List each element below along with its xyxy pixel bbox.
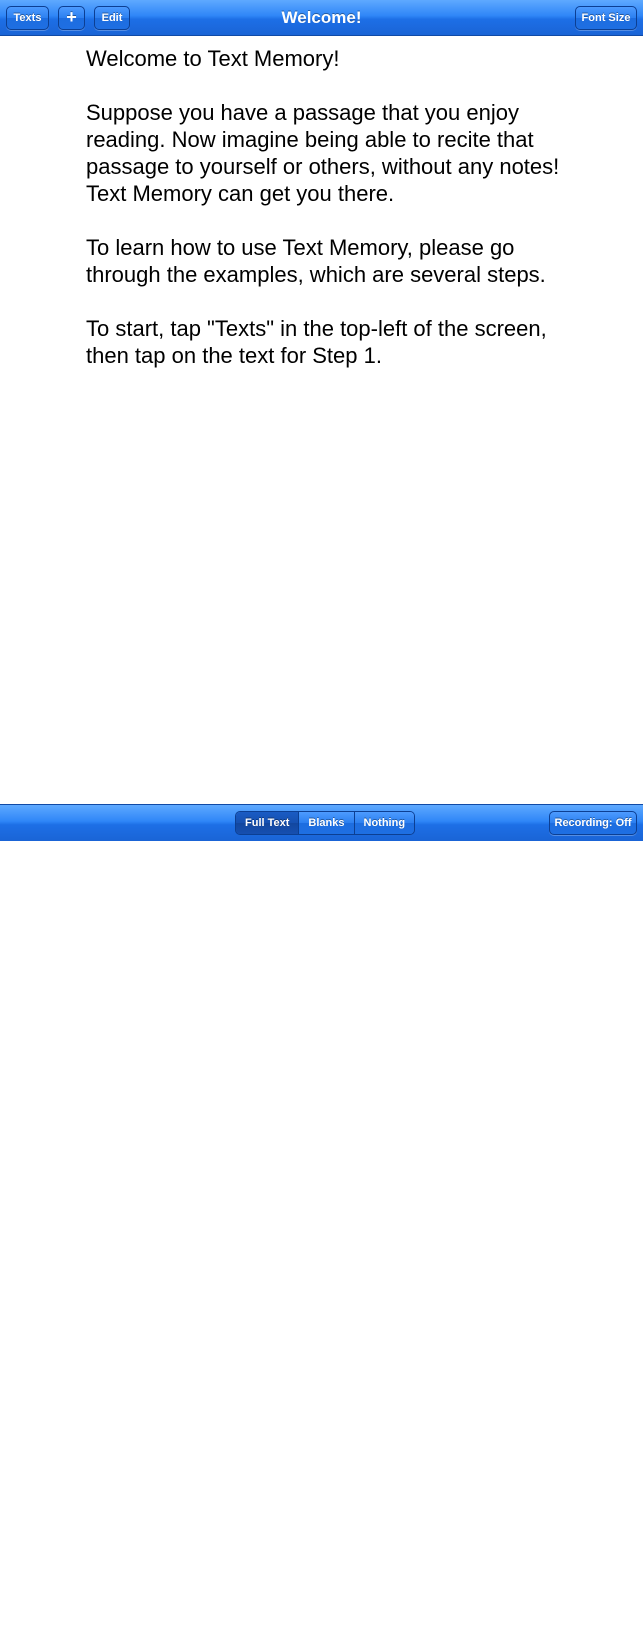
mode-blanks[interactable]: Blanks [298,812,353,834]
display-mode-segmented-control [235,811,415,835]
recording-toggle-button[interactable]: Recording: Off [549,811,637,835]
edit-button[interactable]: Edit [94,6,130,30]
page-title: Welcome! [281,8,362,27]
add-text-button[interactable]: + [58,6,85,30]
mode-nothing[interactable]: Nothing [354,812,415,834]
paragraph-intro: Suppose you have a passage that you enjoy reading. Now imagine being able to recite that passage to yourself or others, without any notes! Text Memory can get you there. [86,100,560,206]
paragraph-start: To start, tap "Texts" in the top-left of the screen, then tap on the text for Step 1. [86,316,547,368]
text-content [86,45,586,396]
paragraph-learn: To learn how to use Text Memory, please go through the examples, which are several steps. [86,235,546,287]
mode-full-text[interactable]: Full Text [236,812,298,834]
font-size-button[interactable]: Font Size [575,6,637,30]
trash-icon[interactable] [18,1617,40,1639]
texts-button[interactable]: Texts [6,6,49,30]
navigation-bar [0,0,643,36]
paragraph-welcome: Welcome to Text Memory! [86,46,340,71]
